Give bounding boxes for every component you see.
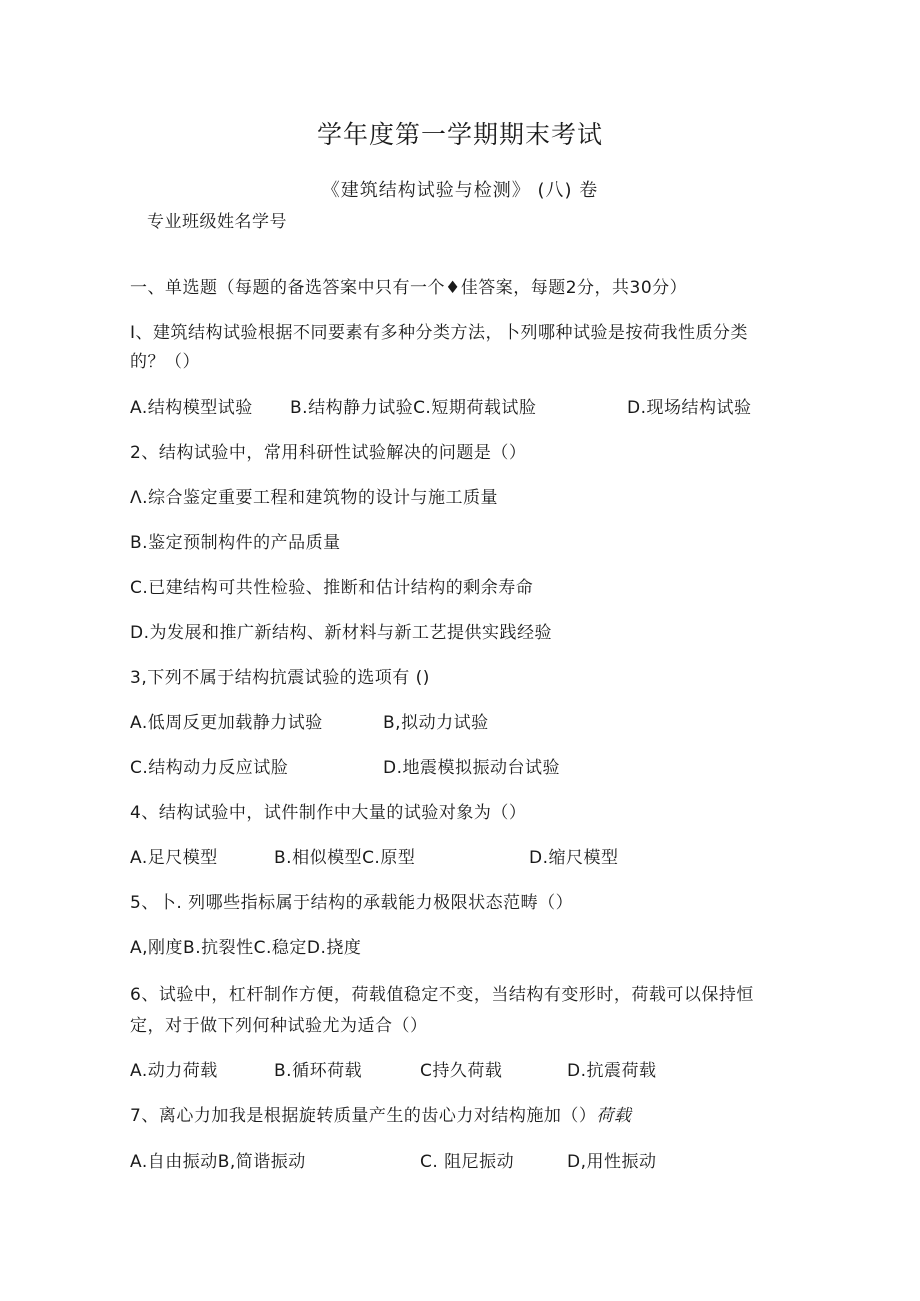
question-6-stem: 6、试验中，杠杆制作方便，荷载值稳定不变，当结构有变形时，荷载可以保持恒: [130, 985, 754, 1005]
q4-option-a: A.足尺模型: [130, 848, 218, 868]
q6-option-a: A.动力荷载: [130, 1061, 218, 1081]
q3-option-d: D.地震模拟振动台试验: [383, 758, 560, 778]
q2-option-b: B.鉴定预制构件的产品质量: [130, 533, 341, 553]
q5-options: A,刚度B.抗裂性C.稳定D.挠度: [130, 938, 362, 958]
q3-option-b: B,拟动力试验: [383, 713, 489, 733]
question-7-stem-main: 7、离心力加我是根据旋转质量产生的齿心力对结构施加（）: [130, 1106, 597, 1126]
q3-option-c: C.结构动力反应试脸: [130, 758, 289, 778]
q6-option-d: D.抗震荷载: [567, 1061, 657, 1081]
q7-option-d: D,用性振动: [567, 1152, 657, 1172]
question-5-stem: 5、卜. 列哪些指标属于结构的承载能力极限状态范畴（）: [130, 893, 574, 913]
question-1-stem: I、建筑结构试验根据不同要素有多种分类方法，卜列哪种试验是按荷我性质分类: [130, 323, 749, 343]
question-4-stem: 4、结构试验中，试件制作中大量的试验对象为（）: [130, 803, 527, 823]
question-3-stem: 3,下列不属于结构抗震试验的选项有 (): [130, 668, 430, 688]
exam-title: 学年度第一学期期末考试: [316, 120, 603, 149]
q7-option-ab: A.自由振动B,简谐振动: [130, 1152, 306, 1172]
q7-option-c: C. 阻尼振动: [420, 1152, 515, 1172]
q2-option-c: C.已建结构可共性检验、推断和估计结构的剩余寿命: [130, 578, 534, 598]
q3-option-a: A.低周反更加载静力试验: [130, 713, 323, 733]
q4-option-bc: B.相似模型C.原型: [274, 848, 416, 868]
student-info-line: 专业班级姓名学号: [147, 212, 287, 232]
section-heading: 一、单选题（每题的备选答案中只有一个♦佳答案，每题2分，共30分）: [130, 278, 688, 298]
q6-option-c: C持久荷载: [420, 1061, 503, 1081]
q1-option-bc: B.结构静力试验C.短期荷载试脸: [290, 398, 537, 418]
question-7-stem: [130, 1104, 631, 1128]
q1-option-d: D.现场结构试验: [627, 398, 752, 418]
q1-option-a: A.结构模型试验: [130, 398, 253, 418]
q4-option-d: D.缩尺模型: [529, 848, 619, 868]
exam-subtitle: 《建筑结构试验与检测》 (八) 卷: [321, 180, 599, 201]
q2-option-a: Λ.综合鉴定重要工程和建筑物的设计与施工质量: [130, 488, 499, 508]
question-7-stem-tail: 荷载: [596, 1106, 632, 1126]
question-1-stem-cont: 的？（）: [130, 352, 200, 372]
question-6-stem-cont: 定，对于做下列何种试验尤为适合（）: [130, 1016, 428, 1036]
question-2-stem: 2、结构试验中，常用科研性试验解决的问题是（）: [130, 443, 527, 463]
q6-option-b: B.循环荷载: [274, 1061, 363, 1081]
q2-option-d: D.为发展和推广新结构、新材料与新工艺提供实践经验: [130, 623, 552, 643]
